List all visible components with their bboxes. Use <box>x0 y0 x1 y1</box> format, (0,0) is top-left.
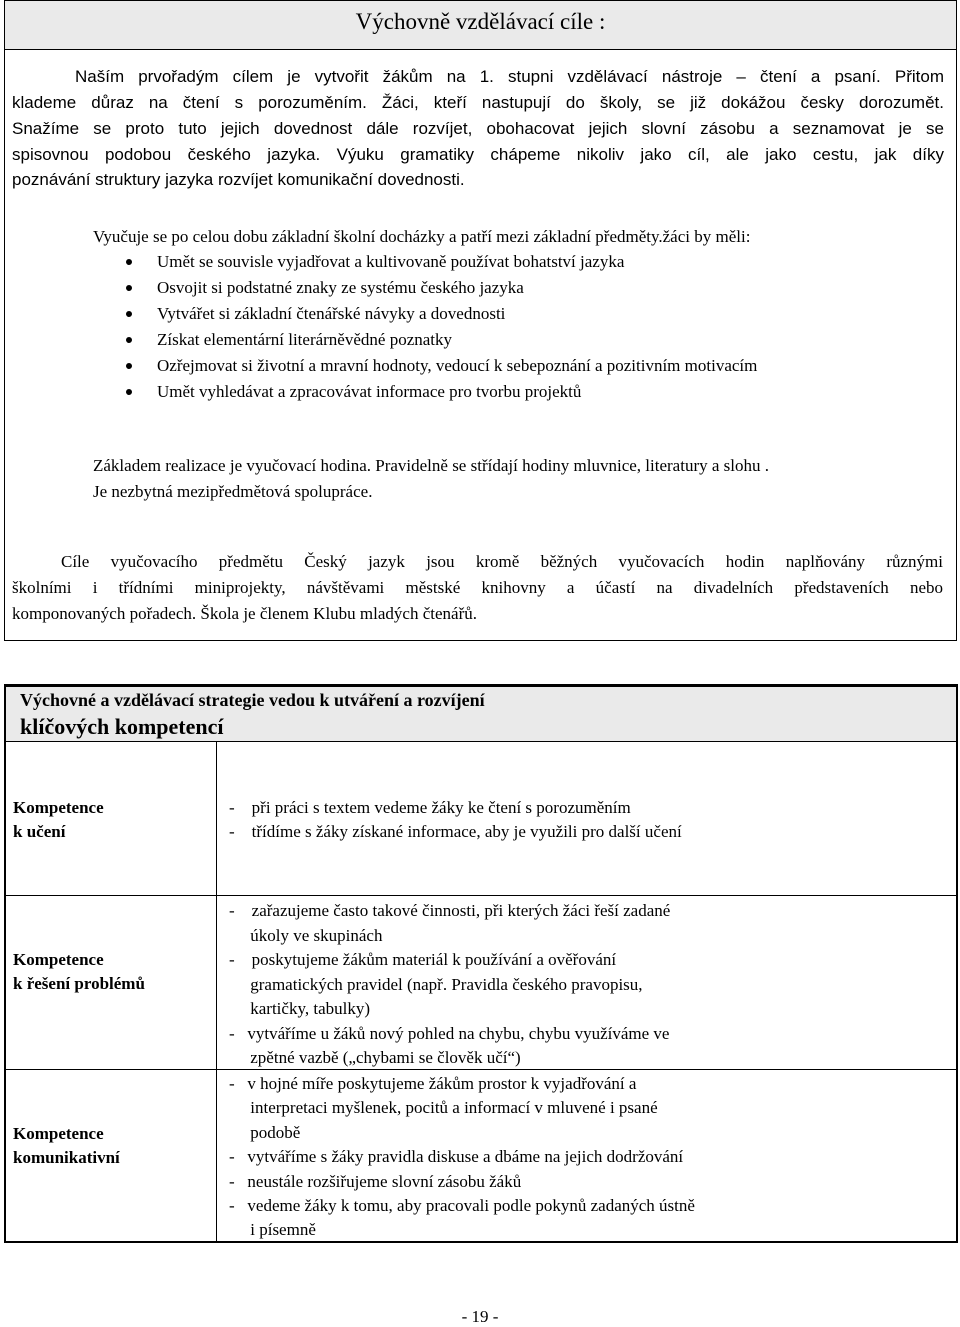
table-border-left <box>4 684 6 1243</box>
realization-line: Základem realizace je vyučovací hodina. Pravidelně se střídají hodiny mluvnice, literatury a slohu . <box>93 456 769 475</box>
competence-item: - třídíme s žáky získané informace, aby je využili pro další učení <box>229 822 682 841</box>
competence-item: úkoly ve skupinách <box>229 926 383 945</box>
table-border-top <box>4 684 958 687</box>
competence-item: kartičky, tabulky) <box>229 999 370 1018</box>
competence-title: Kompetence <box>13 798 104 817</box>
bullet-icon <box>126 311 132 317</box>
competence-item: zpětné vazbě („chybami se člověk učí“) <box>229 1048 521 1067</box>
subject-line: Cíle vyučovacího předmětu Český jazyk jsou kromě běžných vyučovacích hodin naplňovány různými <box>61 552 943 571</box>
intro-line: Naším prvořadým cílem je vytvořit žákům na 1. stupni vzdělávací nástroje – čtení a psaní. Přitom <box>75 67 944 86</box>
table-border-bottom <box>4 1241 958 1243</box>
bullet-icon <box>126 259 132 265</box>
bullet-icon <box>126 389 132 395</box>
table-heading: klíčových kompetencí <box>20 714 224 739</box>
bullet-icon <box>126 285 132 291</box>
competence-title: k řešení problémů <box>13 974 145 993</box>
goal-item: Umět vyhledávat a zpracovávat informace pro tvorbu projektů <box>157 382 582 401</box>
goal-item: Umět se souvisle vyjadřovat a kultivovaně používat bohatství jazyka <box>157 252 625 271</box>
competence-item: - vytváříme s žáky pravidla diskuse a dbáme na jejich dodržování <box>229 1147 684 1166</box>
goal-item: Osvojit si podstatné znaky ze systému českého jazyka <box>157 278 524 297</box>
competence-title: komunikativní <box>13 1148 120 1167</box>
intro-line: poznávání struktury jazyka rozvíjet komunikační dovednosti. <box>12 170 465 189</box>
intro-line: Snažíme se proto tuto jejich dovednost dále rozvíjet, obohacovat jejich slovní zásobu a seznamovat je se <box>12 119 944 138</box>
intro-line: klademe důraz na čtení s porozuměním. Žáci, kteří nastupují do školy, se již dokážou česky dorozumět. <box>12 93 944 112</box>
competence-title: Kompetence <box>13 950 104 969</box>
intro-line: spisovnou podobou českého jazyka. Výuku gramatiky chápeme nikoliv jako cíl, ale jako cestu, jak díky <box>12 145 944 164</box>
subject-line: komponovaných pořadech. Škola je členem Klubu mladých čtenářů. <box>12 604 477 623</box>
competence-item: i písemně <box>229 1220 316 1239</box>
table-rule <box>4 895 958 896</box>
goal-item: Ozřejmovat si životní a mravní hodnoty, vedoucí k sebepoznání a pozitivním motivacím <box>157 356 758 375</box>
table-rule <box>4 741 958 742</box>
bullet-icon <box>126 363 132 369</box>
competence-item: - poskytujeme žákům materiál k používání a ověřování <box>229 950 617 969</box>
competence-item: - vytváříme u žáků nový pohled na chybu, chybu využíváme ve <box>229 1024 670 1043</box>
bullet-icon <box>126 337 132 343</box>
competence-item: podobě <box>229 1123 301 1142</box>
competence-item: - neustále rozšiřujeme slovní zásobu žáků <box>229 1172 522 1191</box>
table-border-right <box>956 684 958 1243</box>
page-number: - 19 - <box>461 1307 499 1326</box>
subject-line: školními i třídními miniprojekty, návštěvami městské knihovny a účastí na divadelních představeních nebo <box>12 578 943 597</box>
section-title: Výchovně vzdělávací cíle : <box>4 0 957 50</box>
table-heading: Výchovné a vzdělávací strategie vedou k utváření a rozvíjení <box>20 690 485 710</box>
competence-item: interpretaci myšlenek, pocitů a informací v mluvené i psané <box>229 1098 658 1117</box>
teaching-line: Vyučuje se po celou dobu základní školní docházky a patří mezi základní předměty.žáci by měli: <box>93 227 751 246</box>
competence-item: - vedeme žáky k tomu, aby pracovali podle pokynů zadaných ústně <box>229 1196 695 1215</box>
competence-title: k učení <box>13 822 66 841</box>
competence-title: Kompetence <box>13 1124 104 1143</box>
goal-item: Získat elementární literárněvědné poznatky <box>157 330 453 349</box>
competence-item: gramatických pravidel (např. Pravidla českého pravopisu, <box>229 975 643 994</box>
competence-item: - zařazujeme často takové činnosti, při kterých žáci řeší zadané <box>229 901 671 920</box>
goal-item: Vytvářet si základní čtenářské návyky a dovednosti <box>157 304 506 323</box>
realization-line: Je nezbytná mezipředmětová spolupráce. <box>93 482 373 501</box>
competence-item: - v hojné míře poskytujeme žákům prostor k vyjadřování a <box>229 1074 637 1093</box>
column-divider <box>216 741 217 1243</box>
competence-item: - při práci s textem vedeme žáky ke čtení s porozuměním <box>229 798 631 817</box>
